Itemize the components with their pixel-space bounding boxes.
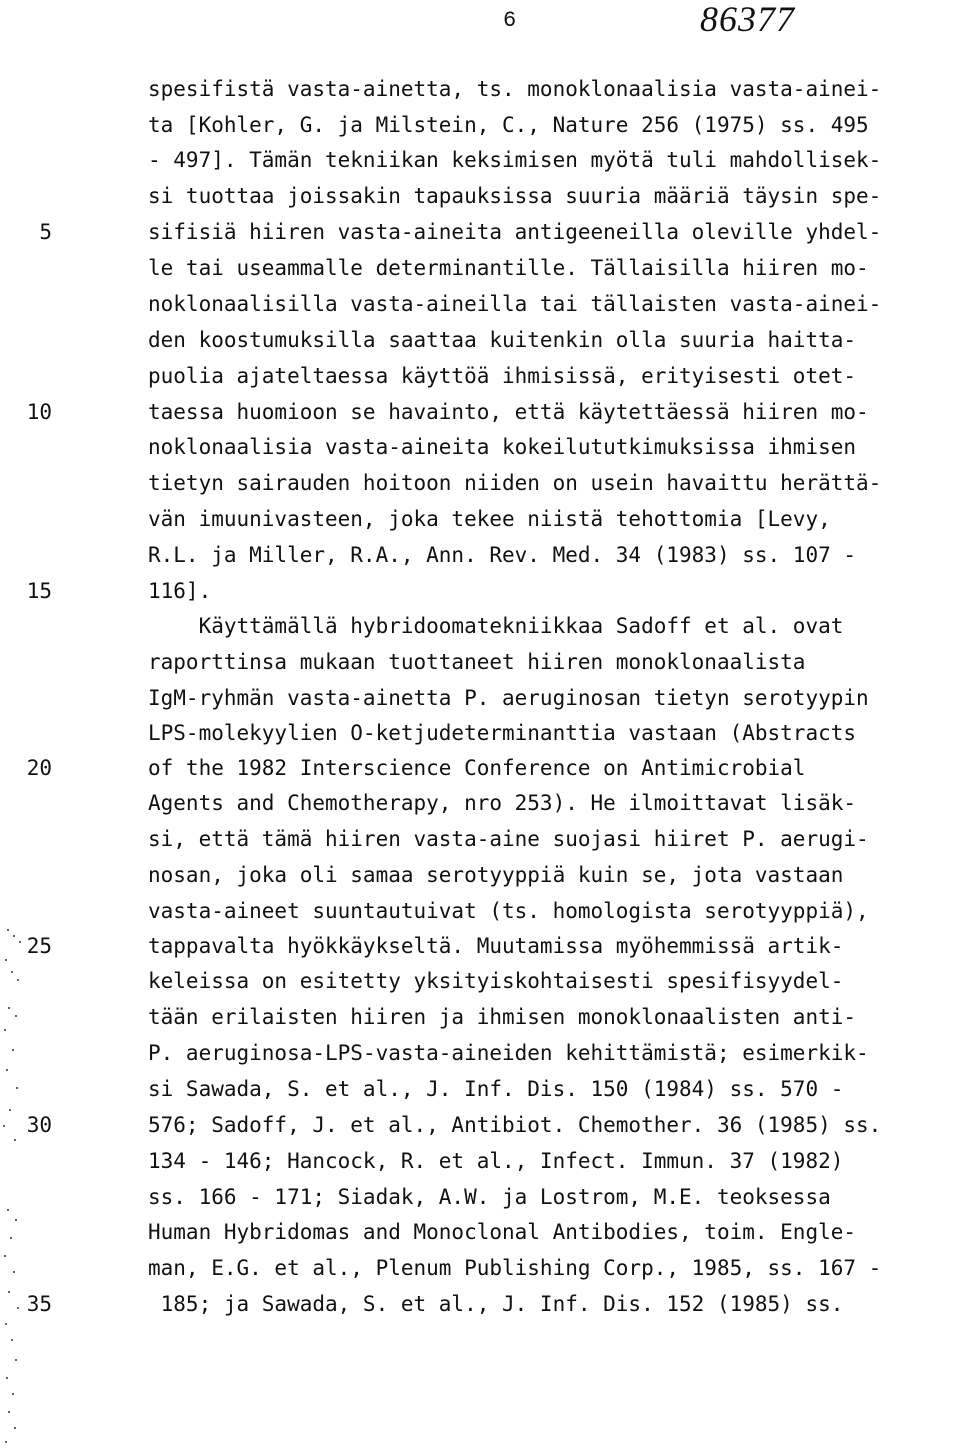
text-line: - 497]. Tämän tekniikan keksimisen myötä tuli mahdollisek-	[148, 148, 882, 172]
text-line: vän imuunivasteen, joka tekee niistä tehottomia [Levy,	[148, 507, 831, 531]
text-line: si Sawada, S. et al., J. Inf. Dis. 150 (1984) ss. 570 -	[148, 1077, 844, 1101]
text-line: taessa huomioon se havainto, että käytettäessä hiiren mo-	[148, 400, 869, 424]
line-number: 35	[26, 1292, 52, 1316]
text-line: nosan, joka oli samaa serotyyppiä kuin se, jota vastaan	[148, 863, 844, 887]
line-number: 30	[26, 1113, 52, 1137]
text-line: tappavalta hyökkäykseltä. Muutamissa myöhemmissä artik-	[148, 934, 844, 958]
text-line: 185; ja Sawada, S. et al., J. Inf. Dis. 152 (1985) ss.	[148, 1292, 844, 1316]
text-line: vasta-aineet suuntautuivat (ts. homologista serotyyppiä),	[148, 899, 869, 923]
text-line: P. aeruginosa-LPS-vasta-aineiden kehittämistä; esimerkik-	[148, 1041, 869, 1065]
text-line: tietyn sairauden hoitoon niiden on usein havaittu herättä-	[148, 471, 882, 495]
text-line: noklonaalisilla vasta-aineilla tai tällaisten vasta-ainei-	[148, 292, 882, 316]
document-number: 86377	[700, 0, 795, 39]
text-line: puolia ajateltaessa käyttöä ihmisissä, erityisesti otet-	[148, 364, 857, 388]
text-line: IgM-ryhmän vasta-ainetta P. aeruginosan tietyn serotyypin	[148, 686, 869, 710]
text-line: le tai useammalle determinantille. Tällaisilla hiiren mo-	[148, 256, 869, 280]
text-line: den koostumuksilla saattaa kuitenkin olla suuria haitta-	[148, 328, 857, 352]
text-line: R.L. ja Miller, R.A., Ann. Rev. Med. 34 (1983) ss. 107 -	[148, 543, 857, 567]
line-number: 10	[26, 400, 52, 424]
text-line: spesifistä vasta-ainetta, ts. monoklonaalisia vasta-ainei-	[148, 77, 882, 101]
page-number: 6	[503, 8, 517, 33]
text-line: 116].	[148, 579, 212, 603]
text-line: 576; Sadoff, J. et al., Antibiot. Chemother. 36 (1985) ss.	[148, 1113, 882, 1137]
text-line: tään erilaisten hiiren ja ihmisen monoklonaalisten anti-	[148, 1005, 857, 1029]
scan-noise-specks	[0, 920, 40, 1450]
line-number: 5	[39, 220, 52, 244]
text-line: raporttinsa mukaan tuottaneet hiiren monoklonaalista	[148, 650, 806, 674]
text-line: sifisiä hiiren vasta-aineita antigeeneilla oleville yhdel-	[148, 220, 882, 244]
text-line: si tuottaa joissakin tapauksissa suuria määriä täysin spe-	[148, 184, 882, 208]
text-line: man, E.G. et al., Plenum Publishing Corp., 1985, ss. 167 -	[148, 1256, 882, 1280]
text-line: Human Hybridomas and Monoclonal Antibodies, toim. Engle-	[148, 1220, 857, 1244]
text-line: ta [Kohler, G. ja Milstein, C., Nature 256 (1975) ss. 495	[148, 113, 869, 137]
line-number: 20	[26, 756, 52, 780]
text-line: noklonaalisia vasta-aineita kokeilututkimuksissa ihmisen	[148, 435, 857, 459]
text-line: of the 1982 Interscience Conference on Antimicrobial	[148, 756, 806, 780]
text-line: Käyttämällä hybridoomatekniikkaa Sadoff et al. ovat	[148, 614, 844, 638]
text-line: Agents and Chemotherapy, nro 253). He ilmoittavat lisäk-	[148, 791, 857, 815]
line-number: 25	[26, 934, 52, 958]
text-line: si, että tämä hiiren vasta-aine suojasi hiiret P. aerugi-	[148, 827, 869, 851]
line-number: 15	[26, 579, 52, 603]
text-line: ss. 166 - 171; Siadak, A.W. ja Lostrom, M.E. teoksessa	[148, 1185, 831, 1209]
text-line: 134 - 146; Hancock, R. et al., Infect. Immun. 37 (1982)	[148, 1149, 844, 1173]
text-line: keleissa on esitetty yksityiskohtaisesti spesifisyydel-	[148, 969, 844, 993]
text-line: LPS-molekyylien O-ketjudeterminanttia vastaan (Abstracts	[148, 721, 857, 745]
